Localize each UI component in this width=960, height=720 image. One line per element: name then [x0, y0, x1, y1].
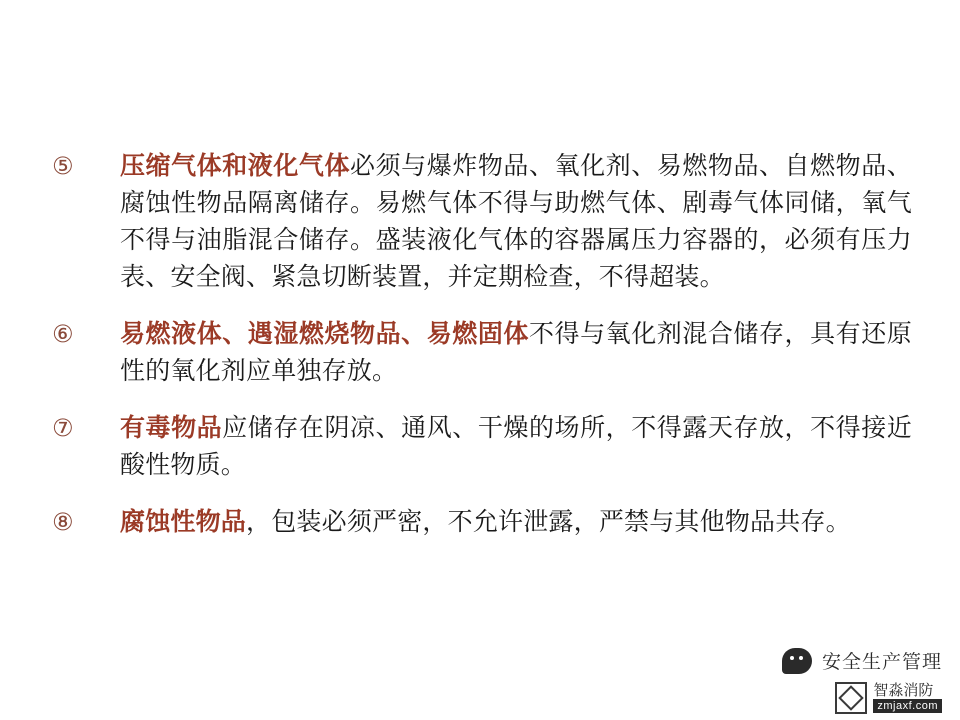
list-item [52, 504, 912, 541]
slide-body [52, 148, 912, 561]
wechat-icon [782, 648, 812, 674]
watermark-company-name: 智淼消防 [873, 681, 934, 699]
list-item-highlight: 腐蚀性物品 [120, 509, 247, 536]
watermark [835, 682, 942, 714]
list-item-marker: ⑥ [52, 320, 74, 348]
watermark-url: zmjaxf.com [873, 699, 942, 713]
list-item-text [120, 148, 912, 296]
list-item-text [120, 504, 912, 541]
list-item-text [120, 316, 912, 390]
list-item-body: 必须与爆炸物品、氧化剂、易燃物品、自燃物品、腐蚀性物品隔离储存。易燃气体不得与助燃气体、剧毒气体同储，氧气不得与油脂混合储存。盛装液化气体的容器属压力容器的，必须有压力表、安全阀、紧急切断装置，并定期检查，不得超装。 [120, 153, 912, 291]
list-item-highlight: 压缩气体和液化气体 [120, 153, 351, 180]
list-item [52, 316, 912, 390]
list-item-body: 不得与氧化剂混合储存，具有还原性的氧化剂应单独存放。 [120, 321, 912, 385]
list-item-marker: ⑤ [52, 152, 74, 180]
list-item-body: ，包装必须严密，不允许泄露，严禁与其他物品共存。 [246, 509, 851, 536]
wechat-brand [782, 647, 942, 674]
list-item-text [120, 410, 912, 484]
brand-name: 安全生产管理 [821, 652, 942, 673]
list-item-marker: ⑦ [52, 414, 74, 442]
list-item-highlight: 有毒物品 [120, 415, 223, 442]
watermark-text-group [873, 683, 942, 714]
list-item [52, 410, 912, 484]
list-item-marker: ⑧ [52, 508, 74, 536]
company-logo-icon [835, 682, 867, 714]
list-item [52, 148, 912, 296]
list-item-body: 应储存在阴凉、通风、干燥的场所，不得露天存放，不得接近酸性物质。 [120, 415, 912, 479]
list-item-highlight: 易燃液体、遇湿燃烧物品、易燃固体 [120, 321, 529, 348]
